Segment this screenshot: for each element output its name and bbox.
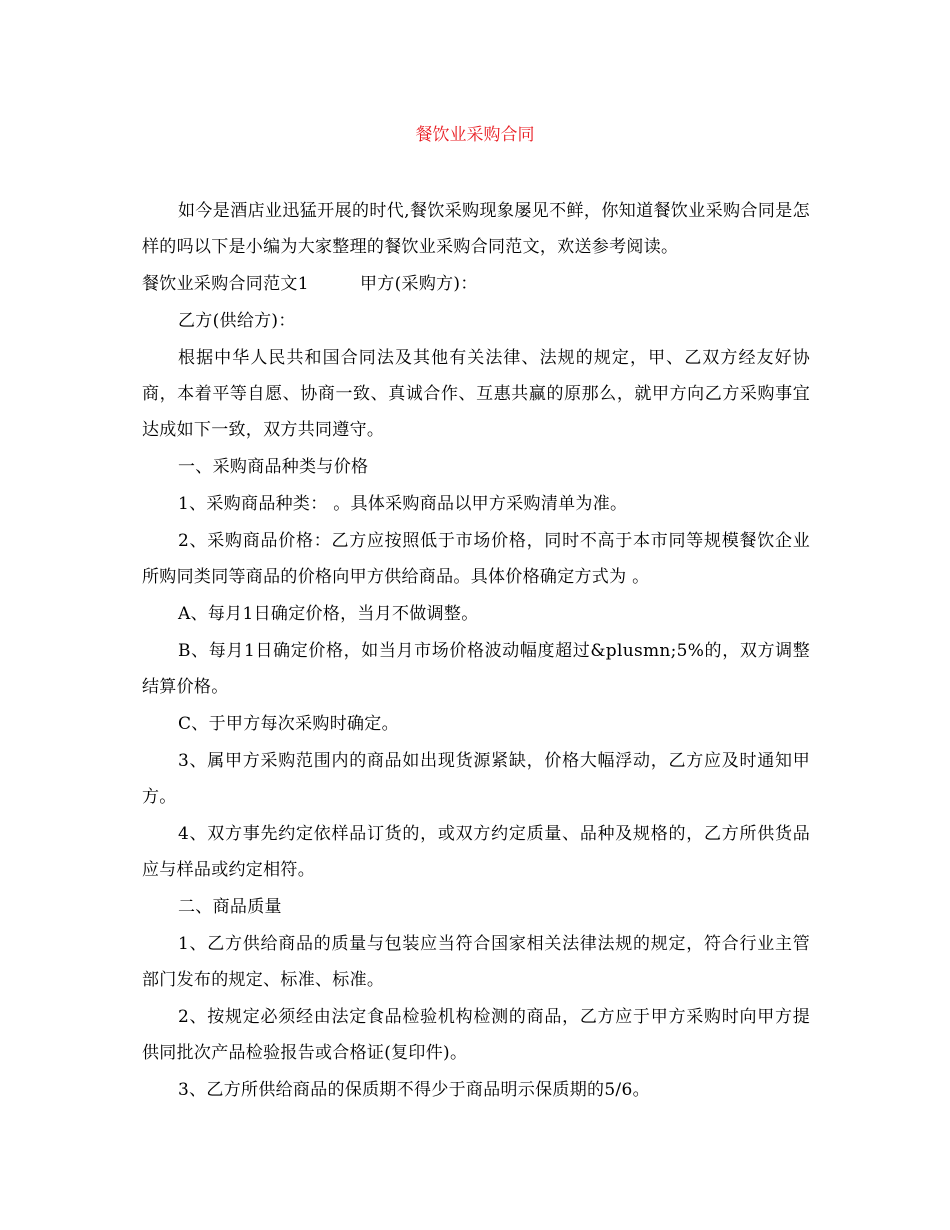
clause-option-c: C、于甲方每次采购时确定。 (178, 714, 399, 734)
clause-2-1: 1、乙方供给商品的质量与包装应当符合国家相关法律法规的规定，符合行业主管部门发布的规定、标准、标准。 (142, 934, 810, 990)
clause-1-3: 3、属甲方采购范围内的商品如出现货源紧缺，价格大幅浮动，乙方应及时通知甲方。 (142, 751, 810, 807)
clause-1-1: 1、采购商品种类： 。具体采购商品以甲方采购清单为准。 (178, 494, 628, 514)
sample-header-row (142, 266, 810, 302)
intro-paragraph: 如今是酒店业迅猛开展的时代,餐饮采购现象屡见不鲜，你知道餐饮业采购合同是怎样的吗以下是小编为大家整理的餐饮业采购合同范文，欢送参考阅读。 (142, 201, 810, 257)
sample-label: 餐饮业采购合同范文1 (142, 274, 309, 294)
section-heading-2: 二、商品质量 (178, 897, 282, 917)
clause-1-2: 2、采购商品价格：乙方应按照低于市场价格，同时不高于本市同等规模餐饮企业所购同类同等商品的价格向甲方供给商品。具体价格确定方式为 。 (142, 531, 810, 587)
document-body (142, 193, 810, 1109)
clause-option-a: A、每月1日确定价格，当月不做调整。 (178, 604, 479, 624)
section-heading-1: 一、采购商品种类与价格 (178, 457, 369, 477)
clause-2-2: 2、按规定必须经由法定食品检验机构检测的商品，乙方应于甲方采购时向甲方提供同批次产品检验报告或合格证(复印件)。 (142, 1007, 810, 1063)
clause-option-b: B、每月1日确定价格，如当月市场价格波动幅度超过&plusmn;5%的，双方调整结算价格。 (142, 641, 810, 697)
party-b-label: 乙方(供给方)： (178, 311, 296, 331)
clause-1-4: 4、双方事先约定依样品订货的，或双方约定质量、品种及规格的，乙方所供货品应与样品或约定相符。 (142, 824, 810, 880)
party-a-label: 甲方(采购方)： (360, 274, 478, 294)
document-title: 餐饮业采购合同 (415, 125, 535, 145)
clause-2-3: 3、乙方所供给商品的保质期不得少于商品明示保质期的5/6。 (178, 1080, 650, 1100)
preamble-paragraph: 根据中华人民共和国合同法及其他有关法律、法规的规定，甲、乙双方经友好协商，本着平等自愿、协商一致、真诚合作、互惠共赢的原那么，就甲方向乙方采购事宜达成如下一致，双方共同遵守。 (142, 348, 810, 440)
